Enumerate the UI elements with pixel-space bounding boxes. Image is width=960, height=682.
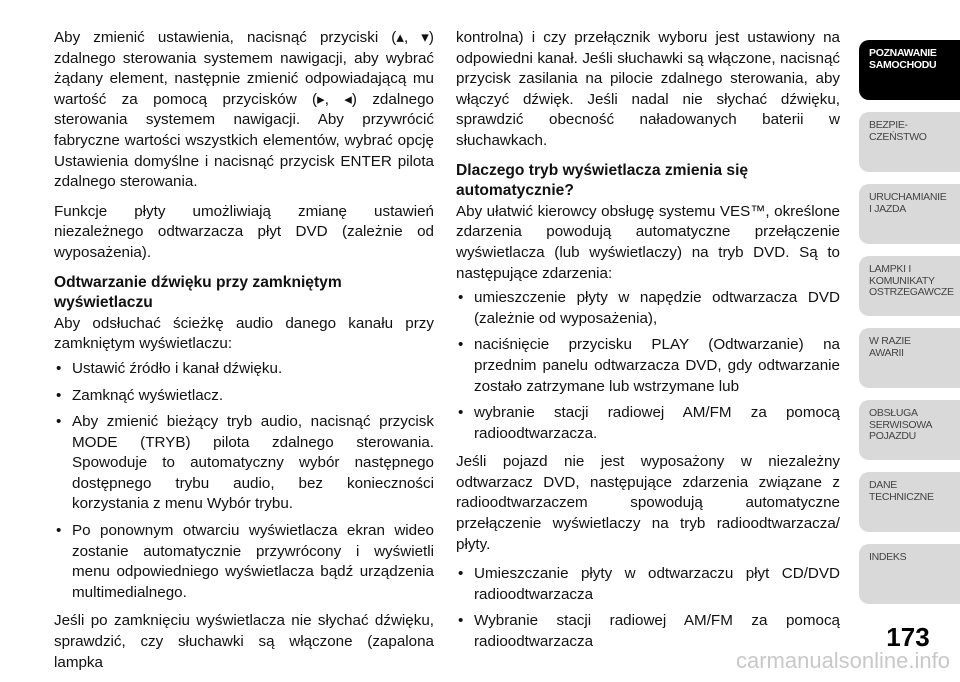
tab-label: OBSŁUGA SERWISOWA POJAZDU — [869, 407, 933, 442]
list-item: • Ustawić źródło i kanał dźwięku. — [54, 359, 434, 380]
tab-lampki-i-komunikaty[interactable] — [859, 256, 960, 316]
tab-label: DANE TECHNICZNE — [869, 479, 934, 503]
tab-dane-techniczne[interactable] — [859, 472, 960, 532]
section-heading: Odtwarzanie dźwięku przy zamkniętym wyświetlaczu — [54, 273, 342, 312]
page-number: 173 — [886, 622, 930, 652]
tab-uruchamianie-i-jazda[interactable] — [859, 184, 960, 244]
tab-poznawanie-samochodu[interactable] — [859, 40, 960, 100]
left-column — [54, 28, 434, 682]
paragraph: Jeśli pojazd nie jest wyposażony w niezależny odtwarzacz DVD, następujące zdarzenia związane z radioodtwarzaczem spowodują automatyczne przełączenie wyświetlaczy na tryb radioodtwarzacza/ płyty. — [456, 453, 840, 553]
list-item: • Zamknąć wyświetlacz. — [54, 386, 434, 407]
list-item: • Wybranie stacji radiowej AM/FM za pomocą radioodtwarzacza — [456, 611, 840, 652]
tab-label: POZNAWANIE SAMOCHODU — [869, 47, 937, 71]
tab-label: LAMPKI I KOMUNIKATY OSTRZEGAWCZE — [869, 263, 954, 298]
list-item: • Po ponownym otwarciu wyświetlacza ekran wideo zostanie automatycznie przywrócony i wyświetli menu odpowiedniego wyświetlacza bądź urządzenia multimedialnego. — [54, 521, 434, 603]
paragraph: Aby ułatwić kierowcy obsługę systemu VES™, określone zdarzenia powodują automatyczne przełączenie wyświetlacza (lub wyświetlaczy) na tryb DVD. Są to następujące zdarzenia: — [456, 202, 840, 282]
chapter-tabs — [859, 40, 960, 620]
tab-label: URUCHAMIANIE I JAZDA — [869, 191, 947, 215]
tab-label: W RAZIE AWARII — [869, 335, 911, 359]
tab-indeks[interactable] — [859, 544, 960, 604]
bullet-list — [456, 288, 840, 444]
list-item: • wybranie stacji radiowej AM/FM za pomocą radioodtwarzacza. — [456, 403, 840, 444]
right-column — [456, 28, 840, 661]
tab-label: INDEKS — [869, 551, 907, 563]
paragraph: Funkcje płyty umożliwiają zmianę ustawień niezależnego odtwarzacza płyt DVD (zależnie od wyposażenia). — [54, 202, 434, 261]
watermark: carmanualsonline.info — [735, 648, 950, 673]
section-heading: Dlaczego tryb wyświetlacza zmienia się automatycznie? — [456, 161, 749, 200]
list-item: • naciśnięcie przycisku PLAY (Odtwarzanie) na przednim panelu odtwarzacza DVD, gdy odtwarzanie zostało zatrzymane lub wstrzymane lub — [456, 335, 840, 397]
tab-obsluga-serwisowa[interactable] — [859, 400, 960, 460]
tab-bezpieczenstwo[interactable] — [859, 112, 960, 172]
tab-w-razie-awarii[interactable] — [859, 328, 960, 388]
bullet-list — [54, 359, 434, 604]
list-item: • Umieszczanie płyty w odtwarzaczu płyt CD/DVD radioodtwarzacza — [456, 564, 840, 605]
paragraph: Aby zmienić ustawienia, nacisnąć przyciski (▴, ▾) zdalnego sterowania systemem nawigacji, aby wybrać żądany element, następnie zmienić odpowiadającą mu wartość za pomocą przycisków (▸, ◂) zdalnego sterowania systemem nawigacji. Aby przywrócić fabryczne wartości wszystkich elementów, wybrać opcję Ustawienia domyślne i nacisnąć przycisk ENTER pilota zdalnego sterowania. — [54, 29, 434, 191]
paragraph: Aby odsłuchać ścieżkę audio danego kanału przy zamkniętym wyświetlaczu: — [54, 314, 434, 353]
paragraph: kontrolna) i czy przełącznik wyboru jest ustawiony na odpowiedni kanał. Jeśli słuchawki są włączone, nacisnąć przycisk zasilania na pilocie zdalnego sterowania, aby włączyć dźwięk. Jeśli nadal nie słychać dźwięku, sprawdzić obecność naładowanych baterii w słuchawkach. — [456, 29, 840, 149]
bullet-list — [456, 564, 840, 652]
paragraph: Jeśli po zamknięciu wyświetlacza nie słychać dźwięku, sprawdzić, czy słuchawki są włączone (zapalona lampka — [54, 612, 434, 671]
tab-label: BEZPIE- CZEŃSTWO — [869, 119, 927, 143]
list-item: • umieszczenie płyty w napędzie odtwarzacza DVD (zależnie od wyposażenia), — [456, 288, 840, 329]
list-item: • Aby zmienić bieżący tryb audio, nacisnąć przycisk MODE (TRYB) pilota zdalnego sterowania. Spowoduje to automatyczny wybór następnego dostępnego trybu audio, bez konieczności korzystania z menu Wybór trybu. — [54, 412, 434, 515]
